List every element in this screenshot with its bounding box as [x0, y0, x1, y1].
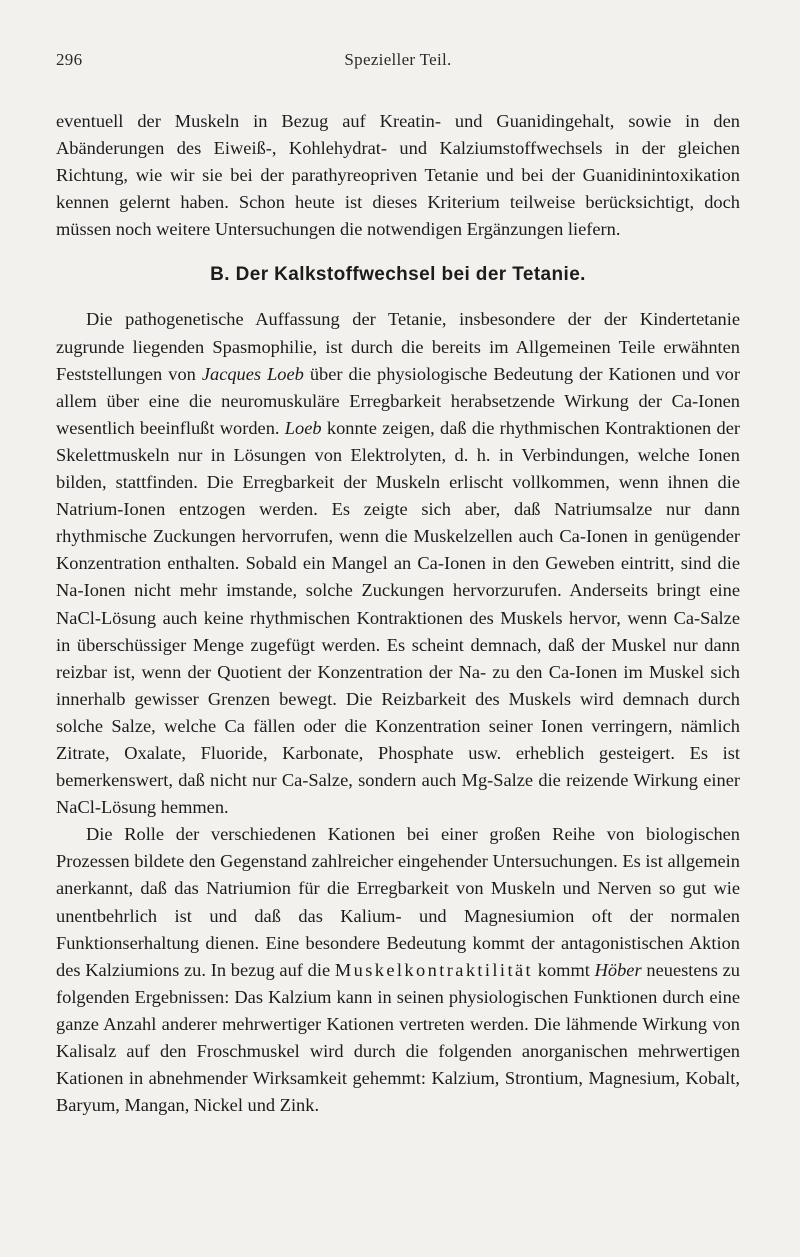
paragraph-text: über die physiologische Bedeutung der Kationen und vor allem über eine die neuromuskuläre Erregbarkeit herabsetzende Wirkung der Ca-Ionen wesentlich beeinflußt worden.	[56, 363, 740, 438]
running-title: Spezieller Teil.	[344, 50, 452, 69]
paragraph-text: Die pathogenetische Auffassung der Tetanie, insbesondere der der Kindertetanie zugrunde liegenden Spasmophilie, ist durch die bereits im Allgemeinen Teile erwähnten Feststellungen von	[56, 309, 740, 384]
paragraph-text: Die Rolle der verschiedenen Kationen bei einer großen Reihe von biologischen Prozessen bildete den Gegenstand zahlreicher eingehender Untersuchungen. Es ist allgemein anerkannt, daß das Natriumion für die Erregbarkeit von Muskeln und Nerven so gut wie unentbehrlich ist und daß das Kalium- und Magnesiumion oft der normalen Funktionserhaltung dienen. Eine besondere Bedeutung kommt der antagonistischen Aktion des Kalziumions zu. In bezug auf die	[56, 824, 740, 980]
author-name: Höber	[594, 959, 642, 980]
spaced-emphasis: Muskelkontraktilität	[334, 959, 534, 980]
page-number: 296	[56, 50, 83, 69]
body-text	[56, 108, 740, 1119]
paragraph-continued: eventuell der Muskeln in Bezug auf Kreatin- und Guanidingehalt, sowie in den Abänderungen des Eiweiß-, Kohlehydrat- und Kalziumstoffwechsels in der gleichen Richtung, wie wir sie bei der parathyreopriven Tetanie und bei der Guanidinintoxikation kennen gelernt haben. Schon heute ist dieses Kriterium teilweise berücksichtigt, doch müssen noch weitere Untersuchungen die notwendigen Ergänzungen liefern.	[56, 111, 740, 240]
section-heading: B. Der Kalkstoffwechsel bei der Tetanie.	[210, 264, 586, 286]
paragraph-kationen	[56, 821, 740, 1119]
paragraph-loeb	[56, 306, 740, 821]
paragraph-text: konnte zeigen, daß die rhythmischen Kontraktionen der Skelettmuskeln nur in Lösungen von Elektrolyten, d. h. in Verbindungen, welche Ionen bilden, stattfinden. Die Erregbarkeit der Muskeln erlischt vollkommen, wenn ihnen die Natrium-Ionen entzogen werden. Es zeigte sich aber, daß Natriumsalze nur dann rhythmische Zuckungen hervorrufen, wenn die Muskelzellen auch Ca-Ionen in genügender Konzentration enthalten. Sobald ein Mangel an Ca-Ionen in den Geweben eintritt, sind die Na-Ionen nicht mehr imstande, solche Zuckungen hervorzurufen. Anderseits bringt eine NaCl-Lösung auch keine rhythmischen Kontraktionen des Muskels hervor, wenn Ca-Salze in überschüssiger Menge zugefügt werden. Es scheint demnach, daß der Muskel nur dann reizbar ist, wenn der Quotient der Konzentration der Na- zu den Ca-Ionen im Muskel sich innerhalb gewisser Grenzen bewegt. Die Reizbarkeit des Muskels wird demnach durch solche Salze, welche Ca fällen oder die Konzentration seiner Ionen verringern, nämlich Zitrate, Oxalate, Fluoride, Karbonate, Phosphate usw. erheblich gesteigert. Es ist bemerkenswert, daß nicht nur Ca-Salze, sondern auch Mg-Salze die reizende Wirkung einer NaCl-Lösung hemmen.	[56, 417, 741, 818]
paragraph-text: neuestens zu folgenden Ergebnissen: Das Kalzium kann in seinen physiologischen Funktionen durch eine ganze Anzahl anderer mehrwertiger Kationen vertreten werden. Die lähmende Wirkung von Kalisalz auf den Froschmuskel wird durch die folgenden anorganischen mehrwertigen Kationen in abnehmender Wirksamkeit gehemmt: Kalzium, Strontium, Magnesium, Kobalt, Baryum, Mangan, Nickel und Zink.	[56, 959, 740, 1116]
running-head	[56, 50, 740, 80]
author-name: Jacques Loeb	[201, 363, 304, 384]
paragraph-text: kommt	[533, 959, 595, 980]
author-name: Loeb	[284, 417, 322, 438]
